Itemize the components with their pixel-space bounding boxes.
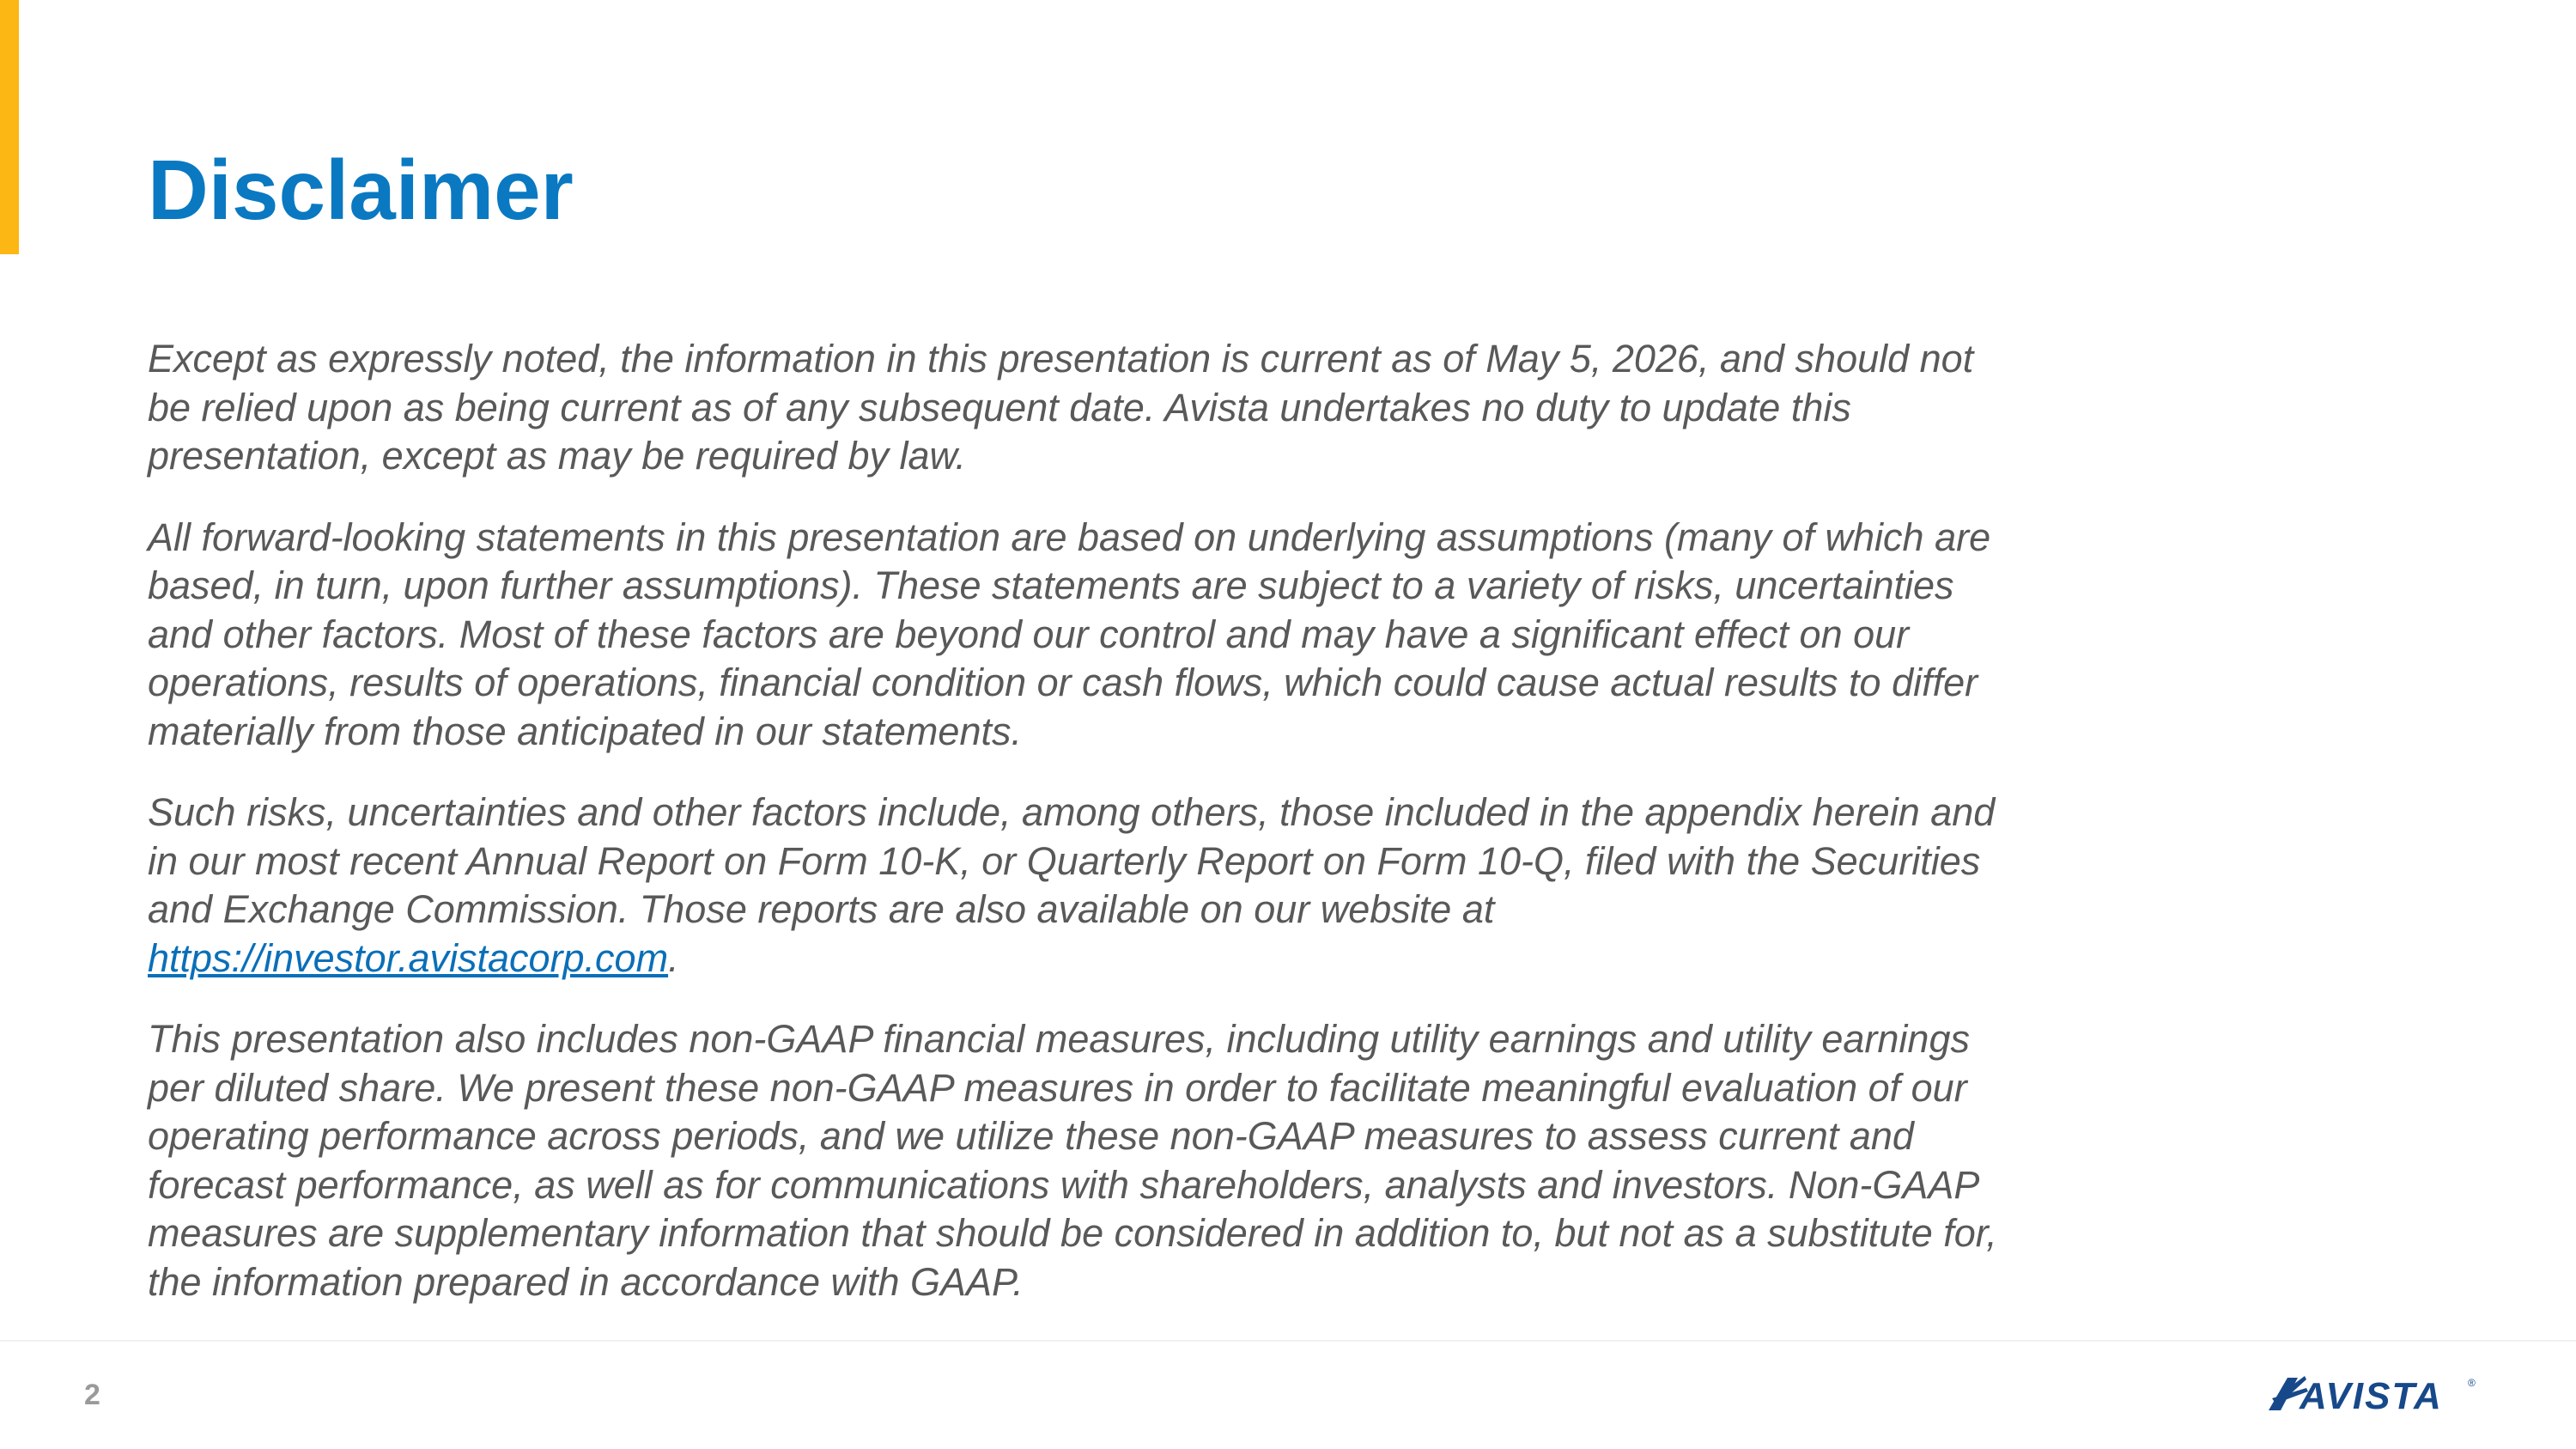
disclaimer-body xyxy=(148,335,2020,1339)
link-trailing-period: . xyxy=(668,935,679,980)
accent-bar xyxy=(0,0,19,254)
page-number: 2 xyxy=(84,1379,100,1411)
slide-title: Disclaimer xyxy=(148,143,574,237)
paragraph-risk-factors xyxy=(148,788,2020,983)
paragraph-forward-looking: All forward-looking statements in this presentation are based on underlying assumptions (many of which are based, in turn, upon further assumptions). These statements are subject to a variety of risks, uncertainties and other factors. Most of these factors are beyond our control and may have a significant effect on our operations, results of operations, financial condition or cash flows, which could cause actual results to differ materially from those anticipated in our statements. xyxy=(148,514,1991,753)
footer-divider xyxy=(0,1340,2576,1342)
paragraph-currency-notice: Except as expressly noted, the information in this presentation is current as of May 5, 2026, and should not be relied upon as being current as of any subsequent date. Avista undertakes no duty to update this presentation, except as may be required by law. xyxy=(148,337,1974,478)
avista-logo-wordmark: AVISTA xyxy=(2300,1375,2443,1417)
registered-mark: ® xyxy=(2468,1377,2476,1389)
investor-website-link[interactable]: https://investor.avistacorp.com xyxy=(148,935,669,980)
paragraph-non-gaap: This presentation also includes non-GAAP financial measures, including utility earnings and utility earnings per diluted share. We present these non-GAAP measures in order to facilitate meaningful evaluation of our operating performance across periods, and we utilize these non-GAAP measures to assess current and forecast performance, as well as for communications with shareholders, analysts and investors. Non-GAAP measures are supplementary information that should be considered in addition to, but not as a substitute for, the information prepared in accordance with GAAP. xyxy=(148,1017,1997,1304)
avista-logo xyxy=(2263,1366,2478,1419)
paragraph-risk-factors-text: Such risks, uncertainties and other factors include, among others, those included in the appendix herein and in our most recent Annual Report on Form 10-K, or Quarterly Report on Form 10-Q, filed with the Securities and Exchange Commission. Those reports are also available on our website at xyxy=(148,790,1996,931)
